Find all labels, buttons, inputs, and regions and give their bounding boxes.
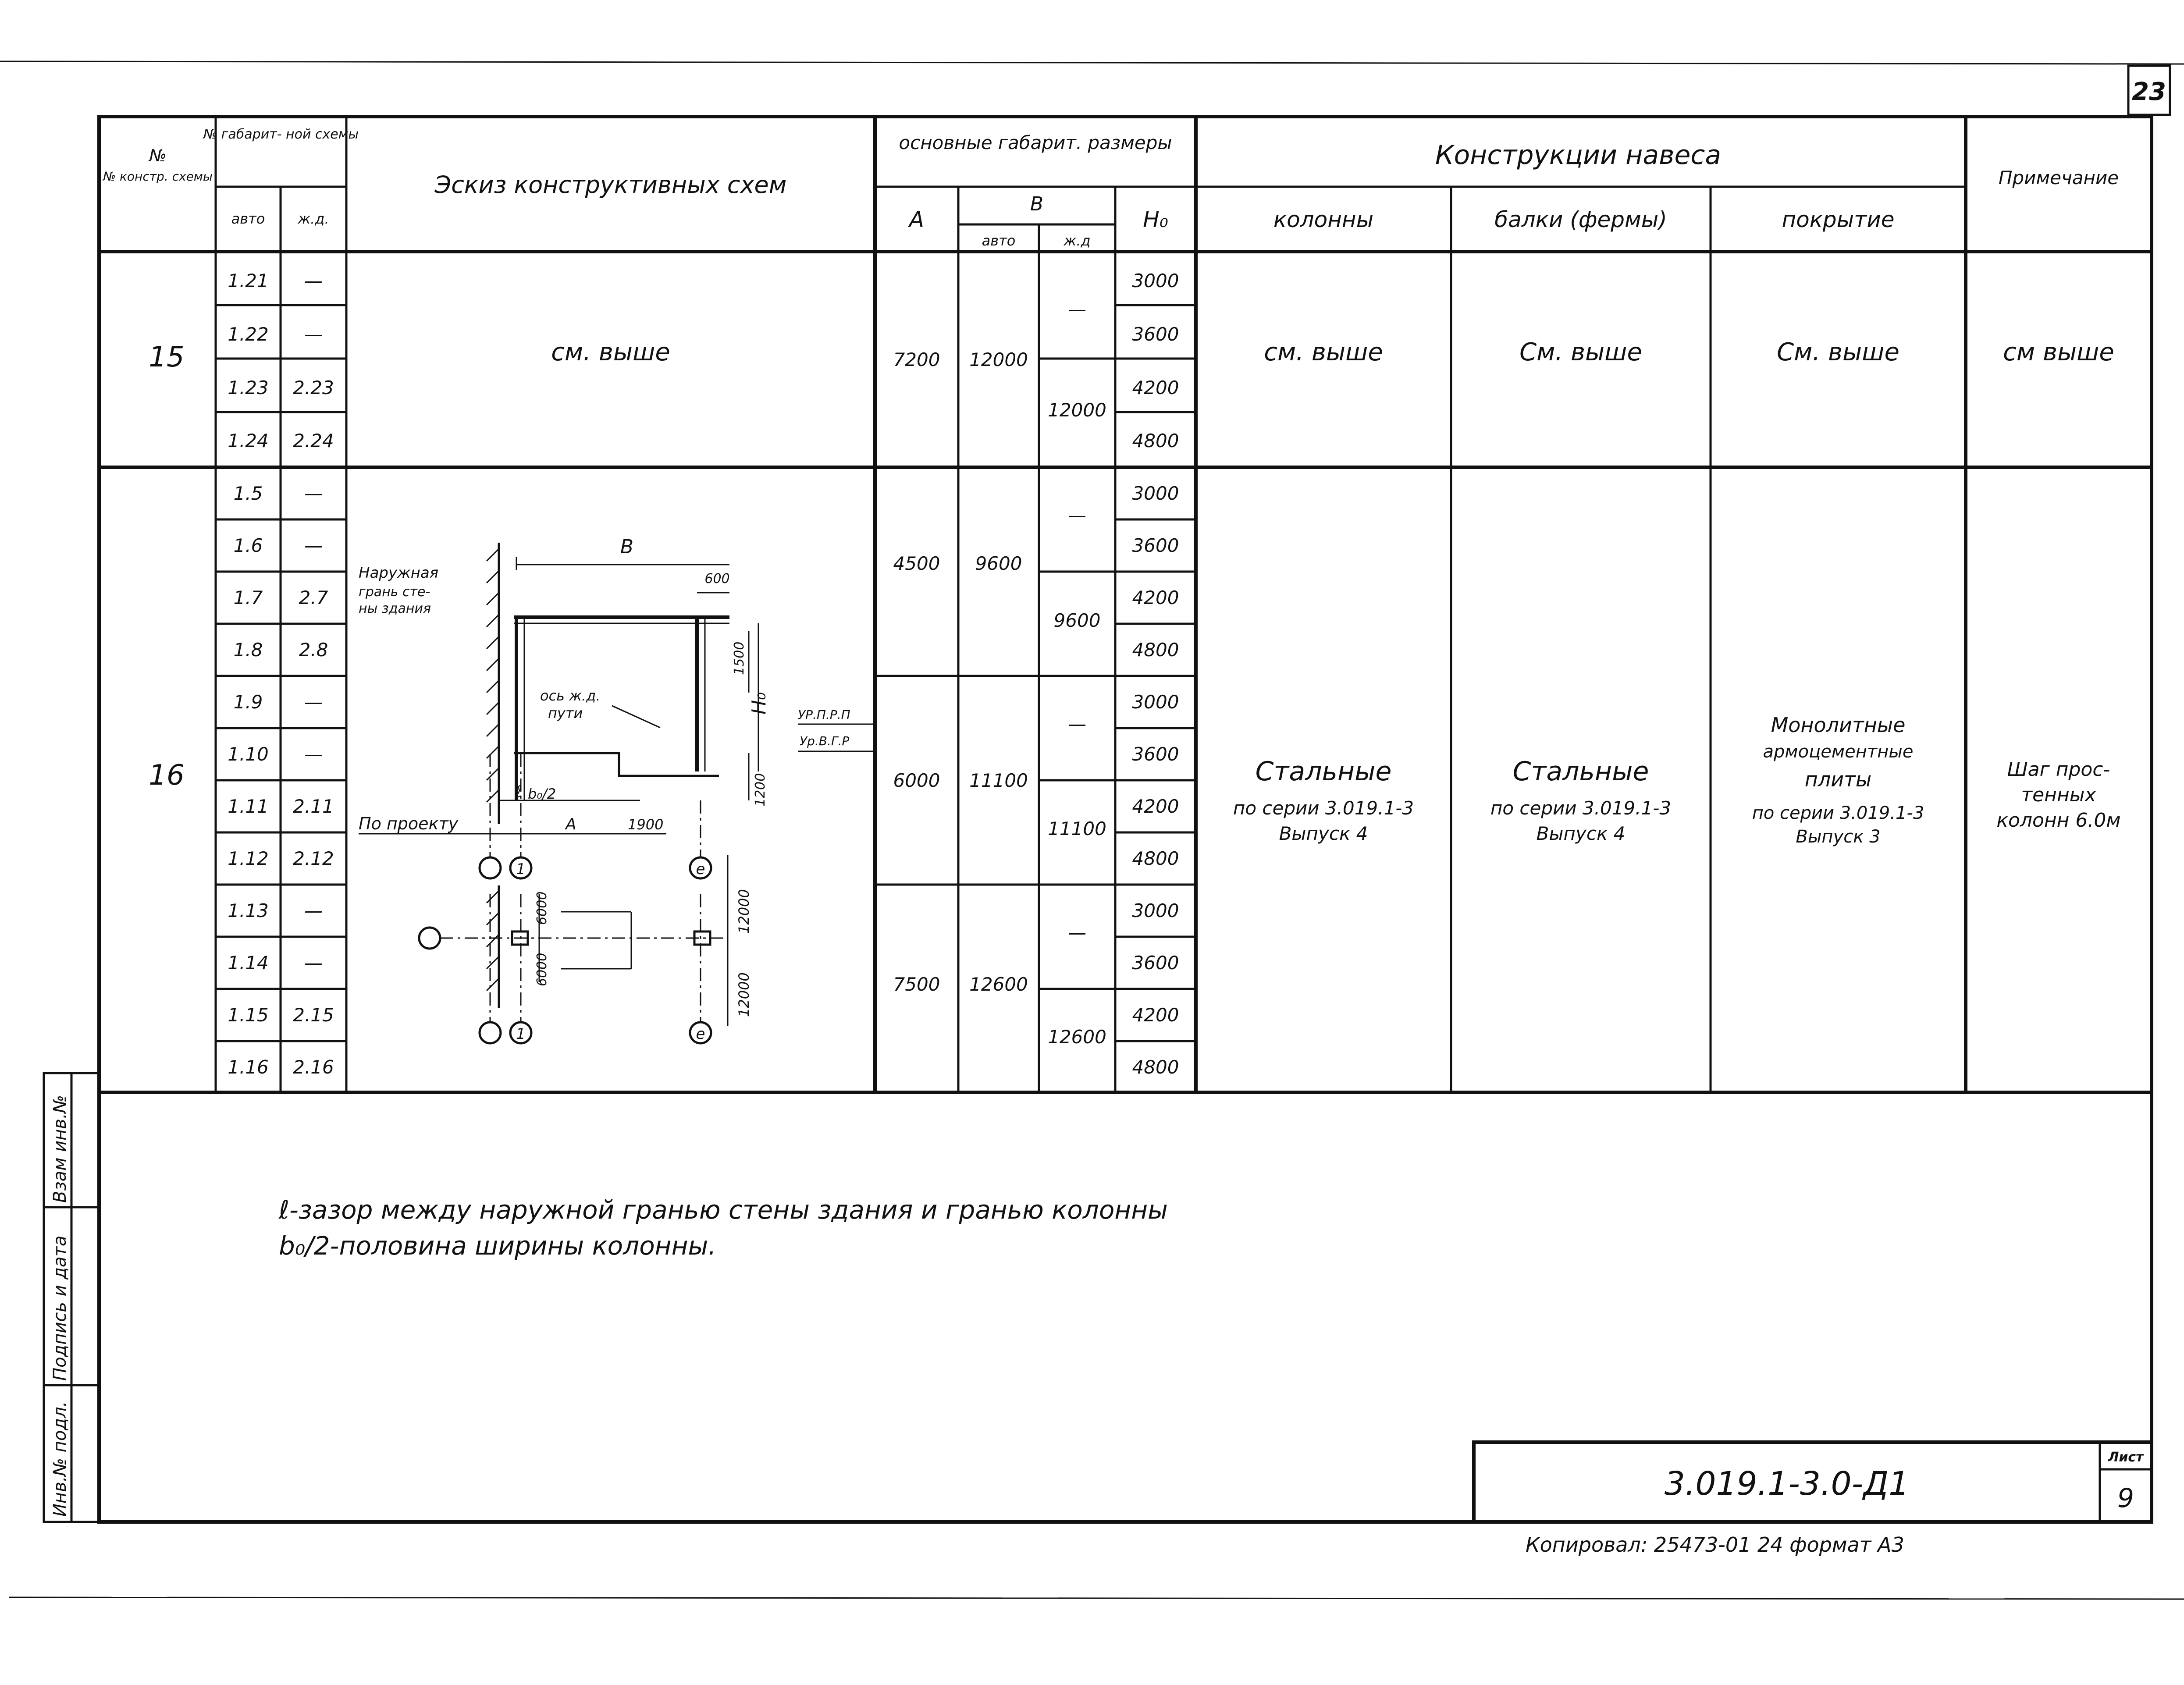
- g16-r2-zhd: —: [304, 535, 323, 556]
- g15-r2-H: 3600: [1132, 323, 1179, 345]
- axis-1-top: 1: [516, 860, 526, 878]
- sketch-600: 600: [704, 571, 730, 587]
- g15-columns: см. выше: [1264, 338, 1383, 366]
- g16-s2-B-zhd: 11100: [1048, 818, 1106, 839]
- header-dims: основные габарит. размеры: [899, 132, 1172, 153]
- g16-cover-3: плиты: [1804, 768, 1872, 791]
- header-H: H₀: [1143, 207, 1168, 232]
- g16-r4-zhd: 2.8: [299, 639, 328, 661]
- g16-s3-A: 7500: [893, 974, 940, 995]
- g15-r1-zhd: —: [304, 270, 323, 291]
- g16-columns-2: по серии 3.019.1-3: [1233, 797, 1414, 819]
- sketch-outer-face-3: ны здания: [359, 601, 431, 616]
- header-columns: колонны: [1273, 207, 1374, 232]
- g16-r1-avto: 1.5: [233, 483, 263, 504]
- sketch-B: B: [620, 536, 634, 558]
- g15-r4-avto: 1.24: [228, 430, 269, 451]
- axis-e-top: e: [696, 860, 705, 878]
- g16-r7-zhd: 2.11: [293, 796, 334, 817]
- g16-s2-B-avto: 11100: [969, 770, 1028, 791]
- sketch-H0: H₀: [748, 692, 770, 715]
- g16-r3-avto: 1.7: [233, 587, 263, 608]
- sketch-1200: 1200: [753, 773, 768, 807]
- g16-s3-B-zhd-dash: —: [1068, 922, 1086, 943]
- g16-r2-H: 3600: [1132, 535, 1179, 556]
- g15-r1-avto: 1.21: [228, 270, 269, 291]
- sketch-rail-axis-2: пути: [548, 705, 583, 722]
- header-B: B: [1030, 193, 1044, 215]
- title-block: [1474, 1442, 2152, 1522]
- header-note: Примечание: [1998, 167, 2119, 188]
- g16-beams-2: по серии 3.019.1-3: [1490, 797, 1672, 819]
- sheet-number: 23: [2132, 78, 2166, 106]
- g16-r3-zhd: 2.7: [299, 587, 328, 608]
- g16-r4-avto: 1.8: [233, 639, 263, 661]
- g16-r5-avto: 1.9: [233, 691, 263, 713]
- g16-r5-zhd: —: [304, 691, 323, 713]
- header-sketch: Эскиз конструктивных схем: [434, 171, 787, 199]
- sketch-level-bot: Ур.В.Г.Р: [800, 734, 850, 748]
- g16-r6-zhd: —: [304, 743, 323, 765]
- g15-B-avto: 12000: [969, 349, 1028, 370]
- sketch-l: ℓ: [516, 783, 522, 801]
- plan-12000a: 12000: [736, 889, 752, 934]
- group16-num: 16: [149, 759, 185, 792]
- g16-r2-avto: 1.6: [233, 535, 263, 556]
- g16-columns-1: Стальные: [1255, 756, 1392, 787]
- sketch-by-project: По проекту: [359, 814, 459, 833]
- g16-r7-avto: 1.11: [228, 796, 269, 817]
- canopy-sketch: [359, 536, 875, 1043]
- g16-r11-H: 4200: [1132, 1004, 1179, 1026]
- header-A: A: [909, 207, 925, 232]
- header-gab: № габарит- ной схемы: [203, 127, 359, 142]
- g16-r11-zhd: 2.15: [293, 1004, 334, 1026]
- header-beams: балки (фермы): [1494, 207, 1667, 232]
- g16-cover-2: армоцементные: [1763, 742, 1914, 762]
- g15-r4-zhd: 2.24: [293, 430, 334, 451]
- g16-s2-A: 6000: [893, 770, 940, 791]
- g16-note-3: колонн 6.0м: [1996, 809, 2121, 832]
- header-constr: Конструкции навеса: [1435, 140, 1722, 171]
- note-line-2: b₀/2-половина ширины колонны.: [279, 1231, 716, 1261]
- g16-r12-zhd: 2.16: [293, 1056, 334, 1078]
- g16-s3-B-zhd: 12600: [1048, 1026, 1106, 1048]
- sketch-outer-face-1: Наружная: [359, 564, 439, 582]
- g16-note-2: тенных: [2021, 784, 2096, 806]
- g15-note: см выше: [2003, 338, 2114, 366]
- header-num: № № констр. схемы: [103, 146, 213, 184]
- sketch-1900: 1900: [628, 816, 664, 833]
- g15-r3-avto: 1.23: [228, 377, 269, 398]
- plan-6000b: 6000: [534, 953, 550, 986]
- g16-cover-1: Монолитные: [1771, 713, 1906, 737]
- g16-s1-A: 4500: [893, 553, 940, 574]
- g16-r1-H: 3000: [1132, 483, 1179, 504]
- stamp-vzam: Взам инв.№: [50, 1095, 70, 1203]
- g16-r10-zhd: —: [304, 952, 323, 974]
- sketch-outer-face-2: грань сте-: [359, 584, 430, 600]
- g16-s2-B-zhd-dash: —: [1068, 713, 1086, 735]
- header-B-zhd: ж.д: [1064, 232, 1091, 249]
- g16-cover-5: Выпуск 3: [1796, 827, 1881, 847]
- g16-r6-avto: 1.10: [228, 743, 269, 765]
- title-code: 3.019.1-3.0-Д1: [1664, 1465, 1910, 1503]
- g16-r9-zhd: —: [304, 900, 323, 921]
- g15-B-zhd: 12000: [1048, 399, 1106, 421]
- g15-r4-H: 4800: [1132, 430, 1179, 451]
- g15-beams: См. выше: [1519, 338, 1642, 366]
- g16-r9-avto: 1.13: [228, 900, 269, 921]
- g16-r8-H: 4800: [1132, 848, 1179, 869]
- g16-r10-H: 3600: [1132, 952, 1179, 974]
- g16-r12-avto: 1.16: [228, 1056, 269, 1078]
- stamp-inv-podl: Инв.№ подл.: [50, 1401, 70, 1517]
- scan-edge-bottom: [9, 1597, 2184, 1599]
- g15-sketch: см. выше: [551, 338, 670, 366]
- sketch-level-top: УР.П.Р.П: [798, 707, 850, 722]
- g16-r11-avto: 1.15: [228, 1004, 269, 1026]
- sketch-1500: 1500: [732, 641, 747, 675]
- g15-r1-H: 3000: [1132, 270, 1179, 291]
- sketch-b0-2: b₀/2: [528, 786, 556, 802]
- note-line-1: ℓ-зазор между наружной гранью стены здания и гранью колонны: [279, 1195, 1168, 1225]
- plan-12000b: 12000: [736, 972, 752, 1017]
- g16-beams-1: Стальные: [1512, 756, 1649, 787]
- g16-note-1: Шаг проc-: [2007, 758, 2110, 781]
- g15-r2-avto: 1.22: [228, 323, 269, 345]
- group15-num: 15: [149, 341, 185, 373]
- g16-r12-H: 4800: [1132, 1056, 1179, 1078]
- g16-r5-H: 3000: [1132, 691, 1179, 713]
- sketch-rail-axis-1: ось ж.д.: [540, 687, 601, 704]
- g16-s1-B-zhd-dash: —: [1068, 505, 1086, 526]
- plan-6000a: 6000: [534, 891, 550, 925]
- g16-r9-H: 3000: [1132, 900, 1179, 921]
- g16-r8-zhd: 2.12: [293, 848, 334, 869]
- title-list-label: Лист: [2108, 1450, 2144, 1465]
- g16-r3-H: 4200: [1132, 587, 1179, 608]
- header-num-text: № констр. схемы: [103, 169, 213, 184]
- g16-cover-4: по серии 3.019.1-3: [1752, 803, 1924, 823]
- g16-columns-3: Выпуск 4: [1279, 823, 1368, 844]
- g16-beams-3: Выпуск 4: [1536, 823, 1626, 844]
- header-gab-zhd: ж.д.: [298, 210, 329, 227]
- g16-s3-B-avto: 12600: [969, 974, 1028, 995]
- header-gab-avto: авто: [231, 210, 265, 227]
- g15-r3-zhd: 2.23: [293, 377, 334, 398]
- g15-r2-zhd: —: [304, 323, 323, 345]
- g15-A: 7200: [893, 349, 940, 370]
- g16-r4-H: 4800: [1132, 639, 1179, 661]
- g15-r3-H: 4200: [1132, 377, 1179, 398]
- title-list: 9: [2117, 1483, 2134, 1514]
- g16-s1-B-zhd: 9600: [1053, 610, 1101, 631]
- scan-edge-top: [0, 61, 2184, 64]
- g16-r1-zhd: —: [304, 483, 323, 504]
- g16-r6-H: 3600: [1132, 743, 1179, 765]
- stamp-podpis: Подпись и дата: [50, 1235, 70, 1381]
- g15-B-zhd-dash: —: [1068, 299, 1086, 320]
- sketch-A: A: [566, 815, 576, 833]
- g15-cover: См. выше: [1777, 338, 1899, 366]
- footer-copy: Копировал: 25473-01 24 формат А3: [1526, 1533, 1904, 1557]
- g16-r7-H: 4200: [1132, 796, 1179, 817]
- group-15: [149, 270, 2114, 451]
- axis-e-bottom: e: [696, 1025, 705, 1043]
- header-cover: покрытие: [1782, 207, 1895, 232]
- g16-s1-B-avto: 9600: [975, 553, 1022, 574]
- g16-r10-avto: 1.14: [228, 952, 269, 974]
- header-B-avto: авто: [982, 232, 1016, 249]
- axis-1-bottom: 1: [516, 1025, 526, 1043]
- g16-r8-avto: 1.12: [228, 848, 269, 869]
